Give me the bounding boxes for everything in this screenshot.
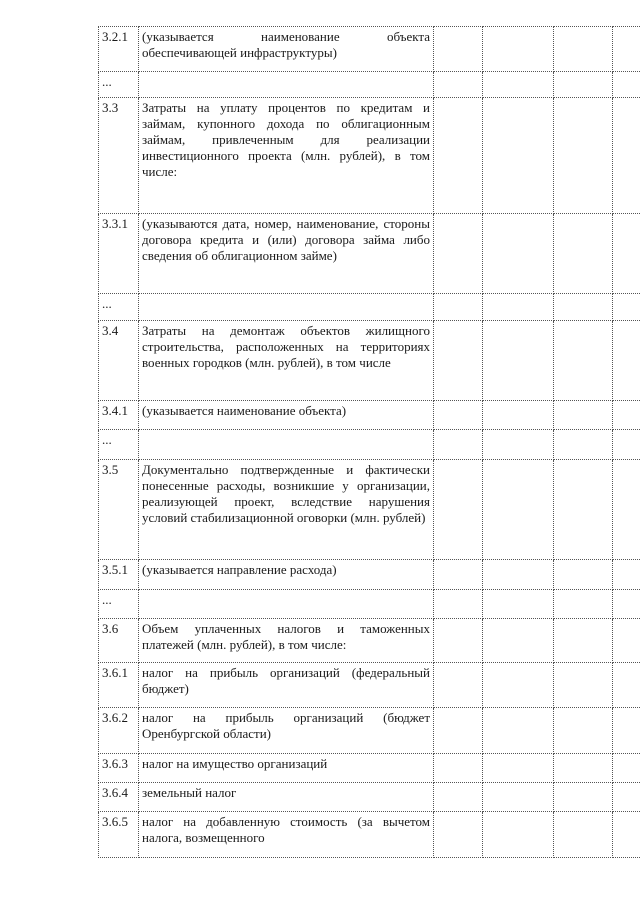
value-cell (483, 214, 554, 294)
value-cell (434, 214, 483, 294)
value-cell (434, 754, 483, 783)
value-cell (613, 812, 640, 858)
value-cell (554, 98, 613, 214)
value-cell (483, 321, 554, 401)
value-cell (554, 214, 613, 294)
table-row (99, 783, 640, 812)
value-cell (554, 619, 613, 663)
value-cell (554, 560, 613, 590)
table-row (99, 430, 640, 460)
row-number: 3.4 (99, 321, 139, 401)
row-description: налог на имущество организаций (139, 754, 434, 783)
table-row (99, 98, 640, 214)
row-number: 3.6.2 (99, 708, 139, 754)
value-cell (434, 321, 483, 401)
value-cell (483, 460, 554, 560)
value-cell (554, 708, 613, 754)
table-row (99, 754, 640, 783)
value-cell (483, 294, 554, 321)
row-description: (указывается наименование объекта) (139, 401, 434, 430)
row-number: 3.4.1 (99, 401, 139, 430)
value-cell (613, 401, 640, 430)
table-row (99, 460, 640, 560)
value-cell (554, 460, 613, 560)
table-row (99, 321, 640, 401)
row-description: земельный налог (139, 783, 434, 812)
value-cell (434, 294, 483, 321)
value-cell (613, 783, 640, 812)
value-cell (483, 783, 554, 812)
value-cell (554, 754, 613, 783)
row-description (139, 430, 434, 460)
row-number: ... (99, 430, 139, 460)
value-cell (434, 560, 483, 590)
value-cell (483, 98, 554, 214)
value-cell (483, 72, 554, 98)
value-cell (613, 590, 640, 619)
value-cell (483, 663, 554, 708)
value-cell (613, 560, 640, 590)
row-number: 3.5.1 (99, 560, 139, 590)
table-row (99, 708, 640, 754)
value-cell (434, 708, 483, 754)
row-number: 3.5 (99, 460, 139, 560)
value-cell (554, 783, 613, 812)
value-cell (434, 783, 483, 812)
row-description: налог на прибыль организаций (бюджет Оренбургской области) (139, 708, 434, 754)
table-row (99, 560, 640, 590)
value-cell (613, 214, 640, 294)
value-cell (434, 619, 483, 663)
value-cell (554, 72, 613, 98)
value-cell (554, 27, 613, 72)
value-cell (434, 812, 483, 858)
value-cell (483, 754, 554, 783)
table-row (99, 619, 640, 663)
row-description (139, 590, 434, 619)
value-cell (554, 812, 613, 858)
table-row (99, 812, 640, 858)
table-row (99, 27, 640, 72)
value-cell (613, 663, 640, 708)
value-cell (554, 294, 613, 321)
value-cell (483, 27, 554, 72)
value-cell (434, 430, 483, 460)
value-cell (613, 321, 640, 401)
row-number: 3.6.4 (99, 783, 139, 812)
value-cell (483, 619, 554, 663)
row-number: 3.6.1 (99, 663, 139, 708)
row-description: Объем уплаченных налогов и таможенных платежей (млн. рублей), в том числе: (139, 619, 434, 663)
row-description: налог на прибыль организаций (федеральный бюджет) (139, 663, 434, 708)
row-number: 3.6.3 (99, 754, 139, 783)
value-cell (554, 590, 613, 619)
value-cell (554, 663, 613, 708)
row-number: 3.6.5 (99, 812, 139, 858)
table-row (99, 72, 640, 98)
document-page (98, 26, 640, 858)
value-cell (613, 619, 640, 663)
row-number: 3.3.1 (99, 214, 139, 294)
value-cell (483, 812, 554, 858)
value-cell (434, 590, 483, 619)
row-number: 3.3 (99, 98, 139, 214)
value-cell (434, 401, 483, 430)
table-row (99, 214, 640, 294)
table-row (99, 294, 640, 321)
value-cell (434, 27, 483, 72)
row-description: Затраты на демонтаж объектов жилищного строительства, расположенных на территориях военных городков (млн. рублей), в том числе (139, 321, 434, 401)
row-number: 3.2.1 (99, 27, 139, 72)
row-description (139, 294, 434, 321)
row-number: 3.6 (99, 619, 139, 663)
row-description: Затраты на уплату процентов по кредитам и займам, купонного дохода по облигационным займам, привлеченным для реализации инвестиционного проекта (млн. рублей), в том числе: (139, 98, 434, 214)
row-description (139, 72, 434, 98)
value-cell (434, 72, 483, 98)
report-table (98, 26, 640, 858)
row-description: налог на добавленную стоимость (за вычетом налога, возмещенного (139, 812, 434, 858)
row-description: (указываются дата, номер, наименование, стороны договора кредита и (или) договора займа либо сведения об облигационном займе) (139, 214, 434, 294)
value-cell (613, 430, 640, 460)
value-cell (613, 98, 640, 214)
value-cell (613, 27, 640, 72)
value-cell (613, 294, 640, 321)
row-number: ... (99, 72, 139, 98)
value-cell (613, 72, 640, 98)
value-cell (554, 430, 613, 460)
row-description: (указывается направление расхода) (139, 560, 434, 590)
value-cell (554, 401, 613, 430)
table-row (99, 663, 640, 708)
table-row (99, 590, 640, 619)
value-cell (483, 590, 554, 619)
row-description: (указывается наименование объекта обеспечивающей инфраструктуры) (139, 27, 434, 72)
value-cell (483, 430, 554, 460)
value-cell (434, 98, 483, 214)
value-cell (613, 460, 640, 560)
value-cell (554, 321, 613, 401)
row-number: ... (99, 590, 139, 619)
value-cell (434, 663, 483, 708)
value-cell (483, 401, 554, 430)
value-cell (483, 560, 554, 590)
row-description: Документально подтвержденные и фактически понесенные расходы, возникшие у организации, реализующей проект, вследствие нарушения условий стабилизационной оговорки (млн. рублей) (139, 460, 434, 560)
table-row (99, 401, 640, 430)
value-cell (613, 708, 640, 754)
value-cell (483, 708, 554, 754)
row-number: ... (99, 294, 139, 321)
value-cell (613, 754, 640, 783)
value-cell (434, 460, 483, 560)
